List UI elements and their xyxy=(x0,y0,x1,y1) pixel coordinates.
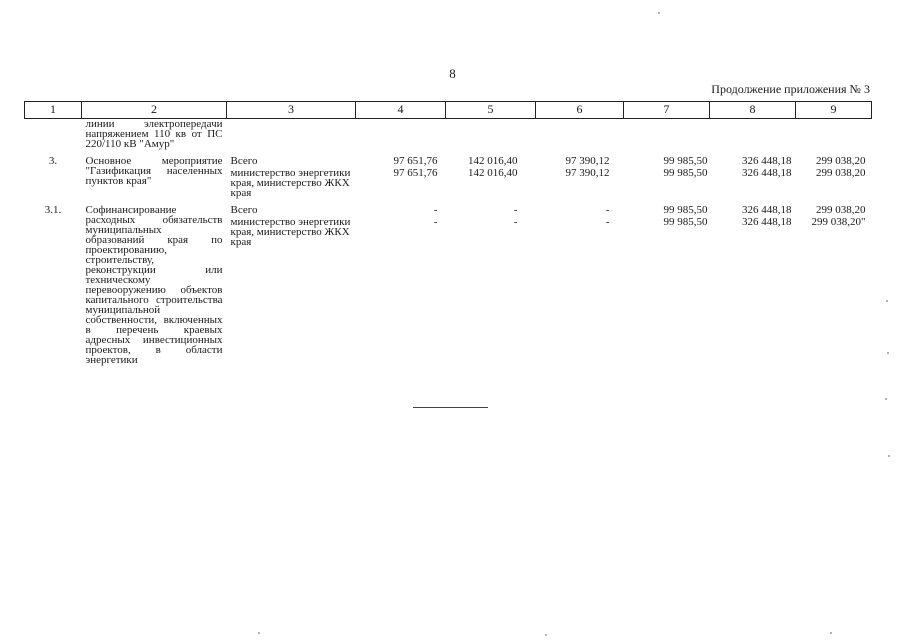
header-col-4: 4 xyxy=(356,102,446,119)
value-col-9 xyxy=(796,149,872,198)
table-body xyxy=(25,119,872,366)
scan-speck xyxy=(658,12,660,14)
value-col-8 xyxy=(710,149,796,198)
value-col-5 xyxy=(446,149,536,198)
header-row xyxy=(25,102,872,119)
value-ministry: 326 448,18 xyxy=(742,216,792,228)
program-table xyxy=(24,101,872,365)
measure-name: Основное мероприятие "Газификация населенных пунктов края" xyxy=(85,155,223,187)
value-ministry: 97 390,12 xyxy=(565,167,610,179)
funding-source-cell xyxy=(227,149,356,198)
value-col-9 xyxy=(796,198,872,365)
value-col-6 xyxy=(536,198,624,365)
value-ministry: 299 038,20 xyxy=(816,167,866,179)
continued-name-cell: линии электропередачи напряжением 110 кв от ПС 220/110 кВ "Амур" xyxy=(85,118,223,150)
continued-empty-cell xyxy=(227,119,872,150)
value-total: 326 448,18 xyxy=(742,204,792,216)
value-col-8 xyxy=(710,198,796,365)
value-ministry: 142 016,40 xyxy=(468,167,518,179)
value-ministry: - xyxy=(513,216,518,228)
value-ministry: 99 985,50 xyxy=(663,167,708,179)
row-number: 3.1. xyxy=(44,204,62,216)
value-ministry: - xyxy=(433,216,438,228)
funding-source-total: Всего xyxy=(230,155,258,167)
funding-source-ministry: министерство энергетики края, министерство ЖКХ края xyxy=(230,167,351,199)
value-col-5 xyxy=(446,198,536,365)
value-col-4 xyxy=(356,149,446,198)
value-ministry: - xyxy=(605,216,610,228)
scan-speck xyxy=(888,455,890,457)
value-total: 299 038,20 xyxy=(816,155,866,167)
continuation-caption: Продолжение приложения № 3 xyxy=(711,82,870,96)
scan-speck xyxy=(885,398,887,400)
value-total: 326 448,18 xyxy=(742,155,792,167)
scan-speck xyxy=(886,300,888,302)
value-col-6 xyxy=(536,149,624,198)
value-total: - xyxy=(513,204,518,216)
funding-source-total: Всего xyxy=(230,204,258,216)
value-total: - xyxy=(605,204,610,216)
scan-speck xyxy=(887,352,889,354)
value-ministry: 326 448,18 xyxy=(742,167,792,179)
continued-num-cell xyxy=(25,119,82,150)
header-col-2: 2 xyxy=(82,102,227,119)
measure-name: Софинансирование расходных обязательств муниципальных образований края по проектированию, строительству, реконструкции или техническому перевооружению объектов капитального строительства муниципальной собственности, включенных в перечень краевых адресных инвестиционных проектов, в области энергетики xyxy=(85,204,223,366)
table-header xyxy=(25,102,872,119)
value-ministry: 99 985,50 xyxy=(663,216,708,228)
value-total: 142 016,40 xyxy=(468,155,518,167)
value-total: 99 985,50 xyxy=(663,155,708,167)
header-col-7: 7 xyxy=(624,102,710,119)
value-col-7 xyxy=(624,149,710,198)
value-col-7 xyxy=(624,198,710,365)
table-row-3 xyxy=(25,149,872,198)
value-total: 97 651,76 xyxy=(393,155,438,167)
table-row-continued xyxy=(25,119,872,150)
scan-speck xyxy=(830,632,832,634)
header-col-5: 5 xyxy=(446,102,536,119)
value-total: 299 038,20 xyxy=(816,204,866,216)
header-col-3: 3 xyxy=(227,102,356,119)
header-col-9: 9 xyxy=(796,102,872,119)
header-col-6: 6 xyxy=(536,102,624,119)
value-ministry: 299 038,20" xyxy=(811,216,866,228)
value-total: 97 390,12 xyxy=(565,155,610,167)
table-row-3-1 xyxy=(25,198,872,365)
funding-source-ministry: министерство энергетики края, министерство ЖКХ края xyxy=(230,216,351,248)
value-total: - xyxy=(433,204,438,216)
header-col-1: 1 xyxy=(25,102,82,119)
value-col-4 xyxy=(356,198,446,365)
end-of-document-rule xyxy=(413,407,488,408)
funding-source-cell xyxy=(227,198,356,365)
row-number: 3. xyxy=(48,155,58,167)
page-number: 8 xyxy=(449,66,456,81)
value-total: 99 985,50 xyxy=(663,204,708,216)
value-ministry: 97 651,76 xyxy=(393,167,438,179)
scan-speck xyxy=(258,632,260,634)
scan-speck xyxy=(545,634,547,636)
header-col-8: 8 xyxy=(710,102,796,119)
